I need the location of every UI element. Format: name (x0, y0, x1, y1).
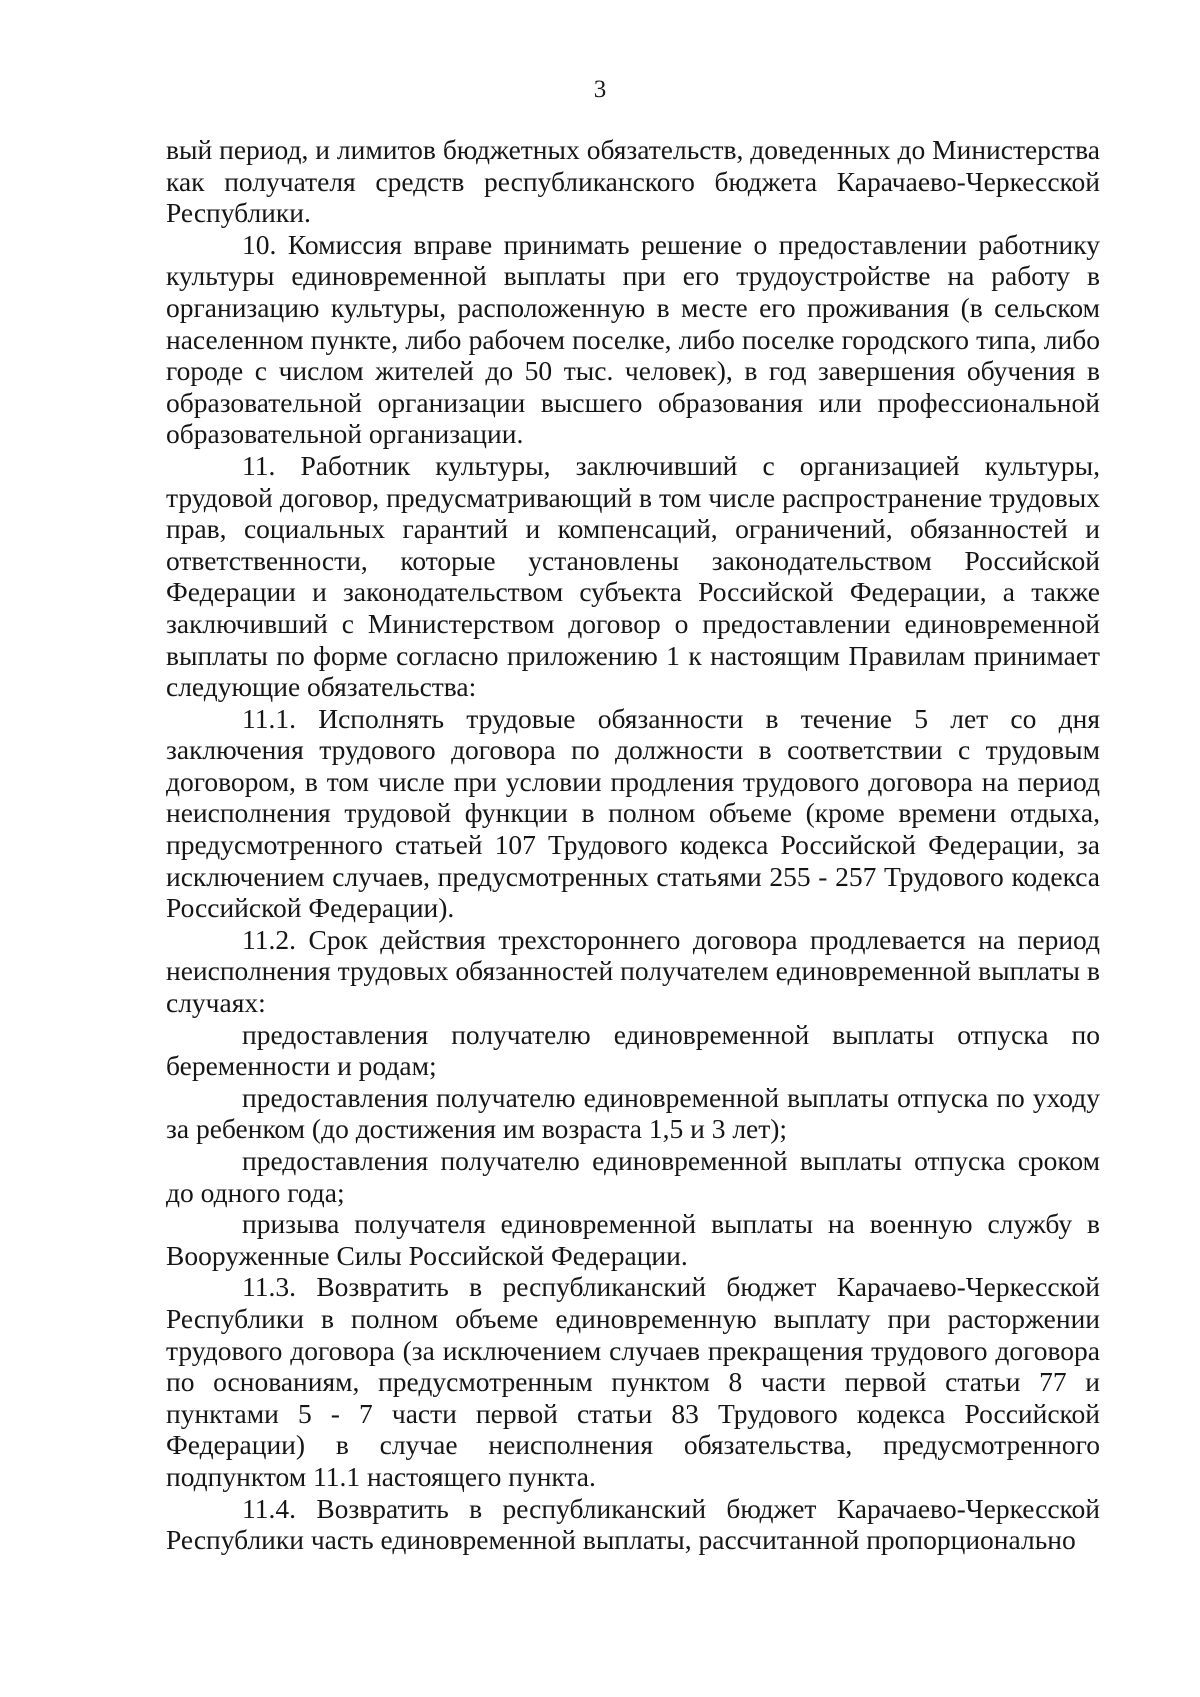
paragraph-11-1: 11.1. Исполнять трудовые обязанности в течение 5 лет со дня заключения трудового договора по должности в соответствии с трудовым договором, в том числе при условии продления трудового договора на период неисполнения трудовой функции в полном объеме (кроме времени отдыха, предусмотренного статьей 107 Трудового кодекса Российской Федерации, за исключением случаев, предусмотренных статьями 255 - 257 Трудового кодекса Российской Федерации). (166, 702, 1100, 924)
list-item-unpaid-leave: предоставления получателю единовременной выплаты отпуска сроком до одного года; (166, 1145, 1100, 1208)
paragraph-11-4: 11.4. Возвратить в республиканский бюджет Карачаево-Черкесской Республики часть единовременной выплаты, рассчитанной пропорционально (166, 1492, 1100, 1556)
page-number: 3 (593, 76, 607, 103)
paragraph-11: 11. Работник культуры, заключивший с организацией культуры, трудовой договор, предусматривающий в том числе распространение трудовых прав, социальных гарантий и компенсаций, ограничений, обязанностей и ответственности, которые установлены законодательством Российской Федерации и законодательством субъекта Российской Федерации, а также заключивший с Министерством договор о предоставлении единовременной выплаты по форме согласно приложению 1 к настоящим Правилам принимает следующие обязательства: (166, 449, 1100, 703)
paragraph-continuation: вый период, и лимитов бюджетных обязательств, доведенных до Министерства как получателя средств республиканского бюджета Карачаево-Черкесской Республики. (166, 134, 1100, 229)
document-body (166, 134, 1100, 1556)
list-item-childcare-leave: предоставления получателю единовременной выплаты отпуска по уходу за ребенком (до достижения им возраста 1,5 и 3 лет); (166, 1081, 1100, 1145)
paragraph-10: 10. Комиссия вправе принимать решение о предоставлении работнику культуры единовременной выплаты при его трудоустройстве на работу в организацию культуры, расположенную в месте его проживания (в сельском населенном пункте, либо рабочем поселке, либо поселке городского типа, либо городе с числом жителей до 50 тыс. человек), в год завершения обучения в образовательной организации высшего образования или профессиональной образовательной организации. (166, 228, 1100, 450)
paragraph-11-2: 11.2. Срок действия трехстороннего договора продлевается на период неисполнения трудовых обязанностей получателем единовременной выплаты в случаях: (166, 923, 1100, 1019)
paragraph-11-3: 11.3. Возвратить в республиканский бюджет Карачаево-Черкесской Республики в полном объеме единовременную выплату при расторжении трудового договора (за исключением случаев прекращения трудового договора по основаниям, предусмотренным пунктом 8 части первой статьи 77 и пунктами 5 - 7 части первой статьи 83 Трудового кодекса Российской Федерации) в случае неисполнения обязательства, предусмотренного подпунктом 11.1 настоящего пункта. (166, 1271, 1100, 1492)
list-item-maternity-leave: предоставления получателю единовременной выплаты отпуска по беременности и родам; (166, 1018, 1100, 1082)
list-item-military-service: призыва получателя единовременной выплаты на военную службу в Вооруженные Силы Российской Федерации. (166, 1208, 1100, 1271)
